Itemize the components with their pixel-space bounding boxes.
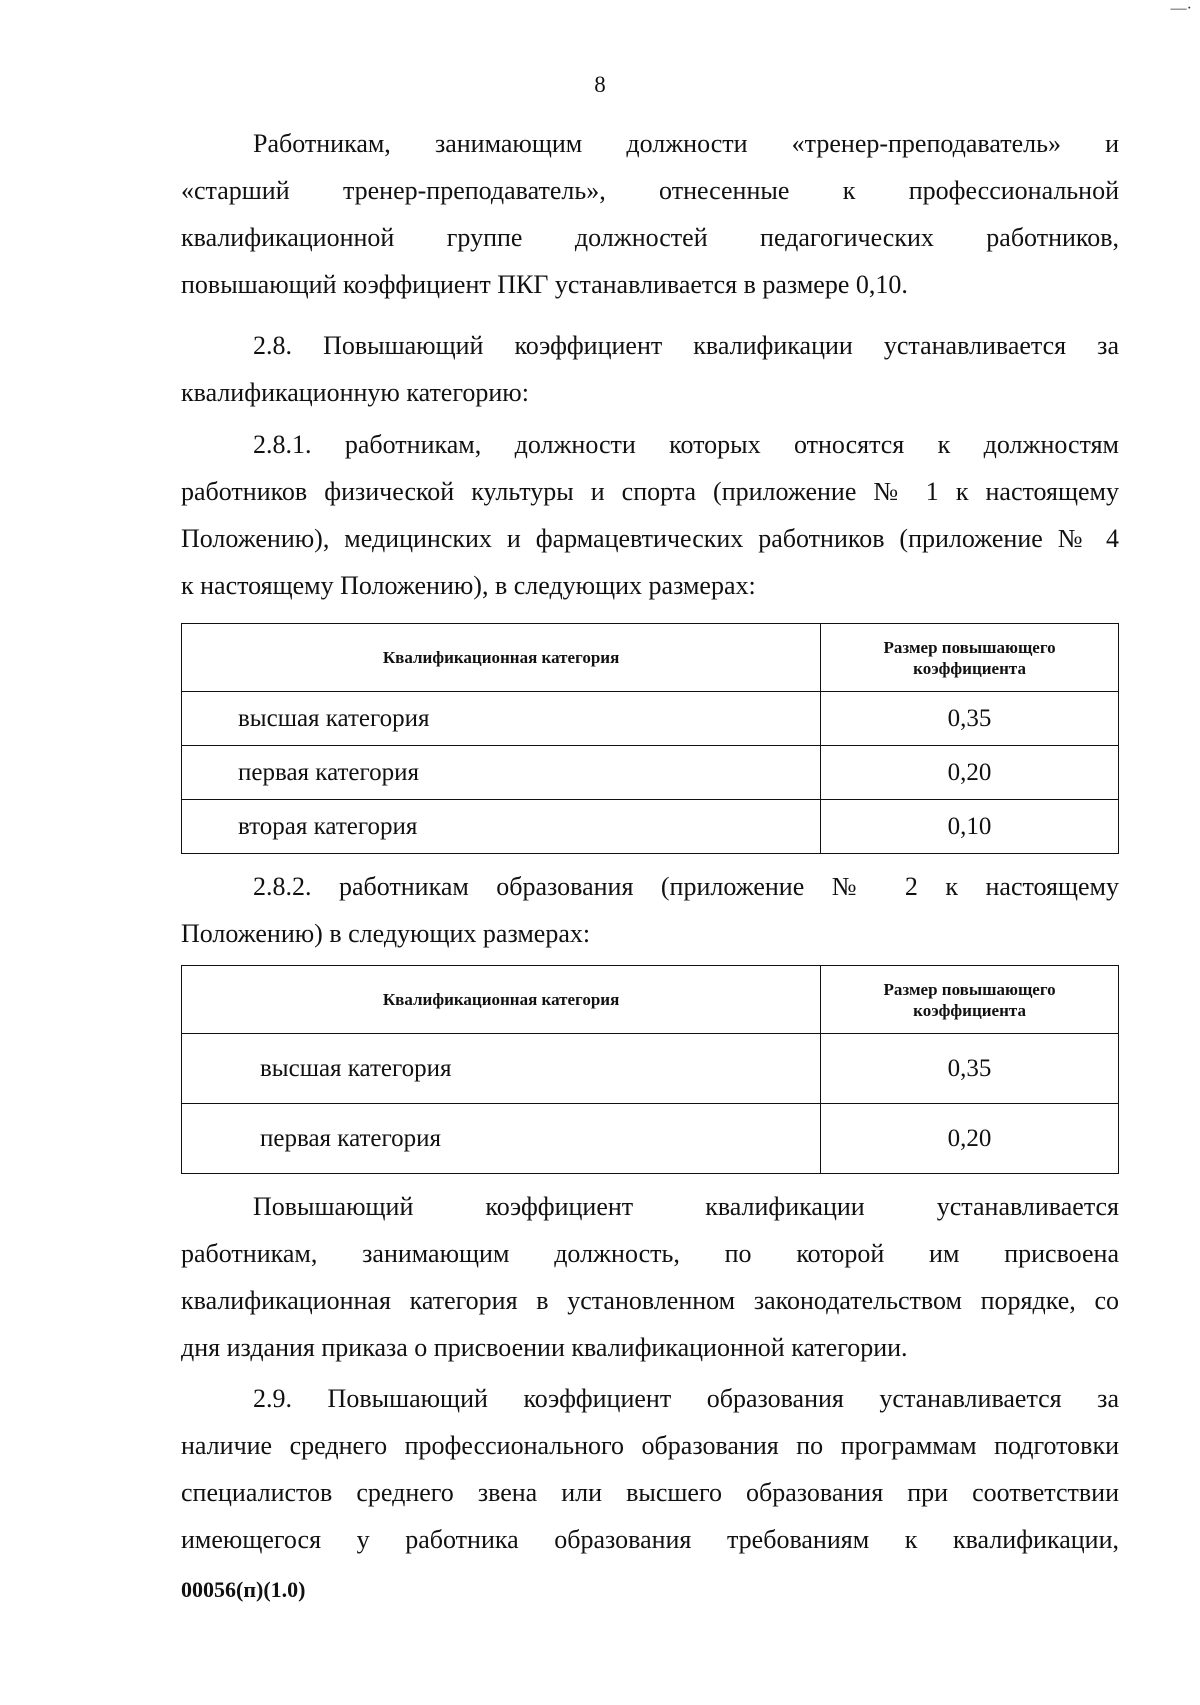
value-cell: 0,35 [821,692,1119,746]
category-cell: высшая категория [182,1034,821,1104]
text-line: «старший тренер-преподаватель», отнесенные к профессиональной [181,176,1119,205]
header-size: Размер повышающего коэффициента [821,966,1119,1034]
paragraph-2-8-1 [181,421,1119,609]
header-category: Квалификационная категория [182,624,821,692]
text-line: 2.8. Повышающий коэффициент квалификации устанавливается за [253,331,1119,360]
text-line: специалистов среднего звена или высшего образования при соответствии [181,1478,1119,1507]
paragraph-qualification-note [181,1183,1119,1371]
header-category: Квалификационная категория [182,966,821,1034]
text-line: 2.8.1. работникам, должности которых относятся к должностям [253,430,1119,459]
text-line: 2.9. Повышающий коэффициент образования устанавливается за [253,1384,1119,1413]
value-cell: 0,10 [821,800,1119,854]
text-line: квалификационная категория в установленном законодательством порядке, со [181,1286,1119,1315]
table-row [182,1034,1119,1104]
value-cell: 0,20 [821,1104,1119,1174]
text-line: повышающий коэффициент ПКГ устанавливается в размере 0,10. [181,270,908,299]
value-cell: 0,35 [821,1034,1119,1104]
table-row [182,746,1119,800]
text-line: Положению) в следующих размерах: [181,919,591,948]
category-cell: первая категория [182,1104,821,1174]
text-line: имеющегося у работника образования требованиям к квалификации, [181,1525,1119,1554]
text-line: к настоящему Положению), в следующих размерах: [181,571,756,600]
category-cell: высшая категория [182,692,821,746]
paragraph-pkg-trainers [181,120,1119,308]
paragraph-2-8-2 [181,863,1119,957]
text-line: Повышающий коэффициент квалификации устанавливается [253,1192,1119,1221]
table-row [182,1104,1119,1174]
document-code: 00056(п)(1.0) [181,1577,306,1602]
table-row [182,692,1119,746]
text-line: Положению), медицинских и фармацевтических работников (приложение № 4 [181,524,1119,553]
text-line: Работникам, занимающим должности «тренер-преподаватель» и [253,129,1119,158]
text-line: квалификационной группе должностей педагогических работников, [181,223,1119,252]
text-line: работников физической культуры и спорта (приложение № 1 к настоящему [181,477,1119,506]
coefficient-table-sport-medical [181,623,1119,854]
header-size: Размер повышающего коэффициента [821,624,1119,692]
text-line: работникам, занимающим должность, по которой им присвоена [181,1239,1119,1268]
category-cell: вторая категория [182,800,821,854]
table-row [182,800,1119,854]
coefficient-table-education [181,965,1119,1174]
text-line: наличие среднего профессионального образования по программам подготовки [181,1431,1119,1460]
value-cell: 0,20 [821,746,1119,800]
corner-mark: —· [1170,0,1192,17]
paragraph-2-8 [181,322,1119,416]
paragraph-2-9 [181,1375,1119,1563]
table-header-row [182,624,1119,692]
text-line: квалификационную категорию: [181,378,529,407]
text-line: дня издания приказа о присвоении квалификационной категории. [181,1333,908,1362]
text-line: 2.8.2. работникам образования (приложение № 2 к настоящему [253,872,1119,901]
category-cell: первая категория [182,746,821,800]
table-header-row [182,966,1119,1034]
page-number: 8 [594,72,606,97]
